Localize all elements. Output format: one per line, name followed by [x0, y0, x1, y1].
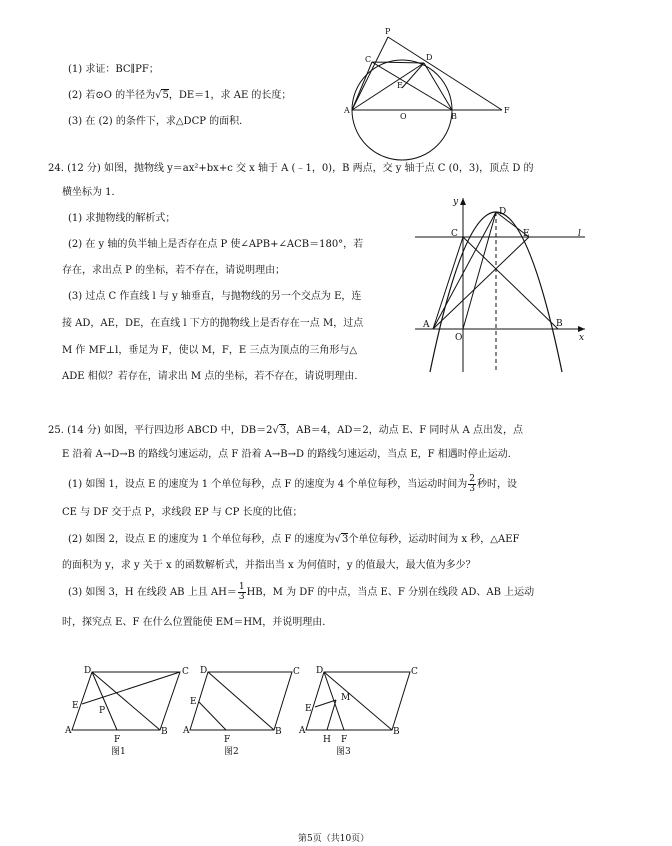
q25-part3-line2: 时，探究点 E、F 在什么位置能使 EM＝HM，并说明理由． — [62, 617, 333, 628]
q23-label-a: A — [344, 106, 350, 115]
fig1-label-a: A — [65, 726, 72, 736]
fig2-label-e: E — [190, 697, 197, 707]
q25-stem-line1: 25. (14 分) 如图，平行四边形 ABCD 中，DB＝2√3，AB＝4，AD＝2，动点 E、F 同时从 A 点出发，点 — [48, 425, 523, 436]
fig1-label-d: D — [84, 666, 92, 676]
fig1-label-f: F — [114, 735, 121, 745]
q23-label-b: B — [451, 112, 457, 121]
fig2-label-b: B — [275, 727, 282, 737]
q24-label-o: O — [455, 333, 463, 343]
q25-stem-line2: E 沿着 A→D→B 的路线匀速运动，点 F 沿着 A→B→D 的路线匀速运动，当点 E，F 相遇时停止运动． — [62, 449, 518, 460]
q23-part2: (2) 若⊙O 的半径为√5，DE＝1，求 AE 的长度； — [68, 90, 292, 101]
q24-label-x: x — [579, 333, 585, 343]
fig3-label-f: F — [341, 735, 348, 745]
fig1-label-p: P — [99, 706, 106, 716]
q23-label-p: P — [385, 27, 391, 36]
q24-stem-line2: 横坐标为 1． — [62, 187, 122, 198]
fig2-caption: 图2 — [224, 747, 239, 757]
fig3-label-a: A — [299, 726, 306, 736]
fig3-label-e: E — [305, 704, 312, 714]
q24-part3-line3: M 作 MF⊥l，垂足为 F，使以 M，F，E 三点为顶点的三角形与△ — [62, 345, 358, 356]
q24-part3-line1: (3) 过点 C 作直线 l 与 y 轴垂直，与抛物线的另一个交点为 E，连 — [68, 291, 362, 302]
q25-figure-2 — [180, 662, 305, 762]
fig3-label-c: C — [411, 667, 418, 677]
fig3-label-b: B — [393, 727, 400, 737]
fig2-label-d: D — [200, 666, 208, 676]
q25-part3-line1: (3) 如图 3，H 在线段 AB 上且 AH＝ $\frac{1}{3}$ HB，M 为 DF 的中点，当点 E、F 分别在线段 AD、AB 上运动 — [68, 582, 535, 602]
fig1-label-b: B — [161, 727, 168, 737]
fig3-label-d: D — [316, 666, 324, 676]
q24-label-e: E — [523, 229, 530, 239]
fig3-label-m: M — [341, 693, 351, 703]
q24-parabola-figure — [415, 192, 600, 382]
fig1-label-e: E — [72, 701, 79, 711]
fraction-two-thirds: $\frac{2}{3}$ — [469, 474, 476, 494]
fig2-label-c: C — [293, 667, 300, 677]
fig1-label-c: C — [182, 667, 189, 677]
q24-part2-line2: 存在，求出点 P 的坐标，若不存在，请说明理由； — [62, 265, 286, 276]
fig2-label-f: F — [224, 735, 231, 745]
q23-label-e: E — [397, 81, 403, 90]
fig3-caption: 图3 — [336, 747, 351, 757]
q23-part3: (3) 在 (2) 的条件下，求△DCP 的面积． — [68, 116, 250, 127]
q25-part1-line1: (1) 如图 1，设点 E 的速度为 1 个单位每秒，点 F 的速度为 4 个单位每秒，当运动时间为 $\frac{2}{3}$ 秒时，设 — [68, 474, 518, 494]
q24-label-y: y — [453, 197, 459, 207]
q24-label-c: C — [451, 229, 458, 239]
q23-part1: (1) 求证：BC∥PF； — [68, 64, 159, 75]
page-footer: 第5页（共10页） — [298, 834, 370, 844]
q23-label-d: D — [426, 53, 433, 62]
q24-label-d: D — [499, 207, 507, 217]
q25-part2-line2: 的面积为 y，求 y 关于 x 的函数解析式，并指出当 x 为何值时，y 的值最大，最大值为多少？ — [62, 560, 476, 571]
fig1-caption: 图1 — [111, 747, 126, 757]
q23-label-c: C — [365, 55, 372, 64]
q25-part1-line2: CE 与 DF 交于点 P，求线段 EP 与 CP 长度的比值； — [62, 507, 303, 518]
q24-label-b: B — [556, 319, 563, 329]
q25-figure-1 — [62, 662, 197, 762]
q24-label-l: l — [578, 229, 581, 239]
fig3-label-h: H — [323, 735, 331, 745]
q24-label-a: A — [423, 320, 430, 330]
q24-part1: (1) 求抛物线的解析式； — [68, 213, 176, 224]
q23-label-o: O — [400, 112, 407, 121]
q25-figure-3 — [296, 662, 426, 762]
q23-circle-figure — [336, 26, 516, 166]
q24-part3-line2: 接 AD，AE，DE，在直线 l 下方的抛物线上是否存在一点 M，过点 — [62, 318, 364, 329]
q24-stem-line1: 24. (12 分) 如图，抛物线 y＝ax²+bx+c 交 x 轴于 A (﹣1，0)，B 两点，交 y 轴于点 C (0，3)，顶点 D 的 — [48, 163, 534, 174]
q25-part2-line1: (2) 如图 2，设点 E 的速度为 1 个单位每秒，点 F 的速度为√3个单位每秒，运动时间为 x 秒，△AEF — [68, 534, 520, 545]
q23-label-f: F — [504, 106, 510, 115]
fig2-label-a: A — [183, 726, 190, 736]
fraction-one-third: $\frac{1}{3}$ — [238, 582, 245, 602]
q24-part2-line1: (2) 在 y 轴的负半轴上是否存在点 P 使∠APB+∠ACB＝180°，若 — [68, 239, 364, 250]
q24-part3-line4: ADE 相似？若存在，请求出 M 点的坐标，若不存在，请说明理由． — [62, 371, 365, 382]
